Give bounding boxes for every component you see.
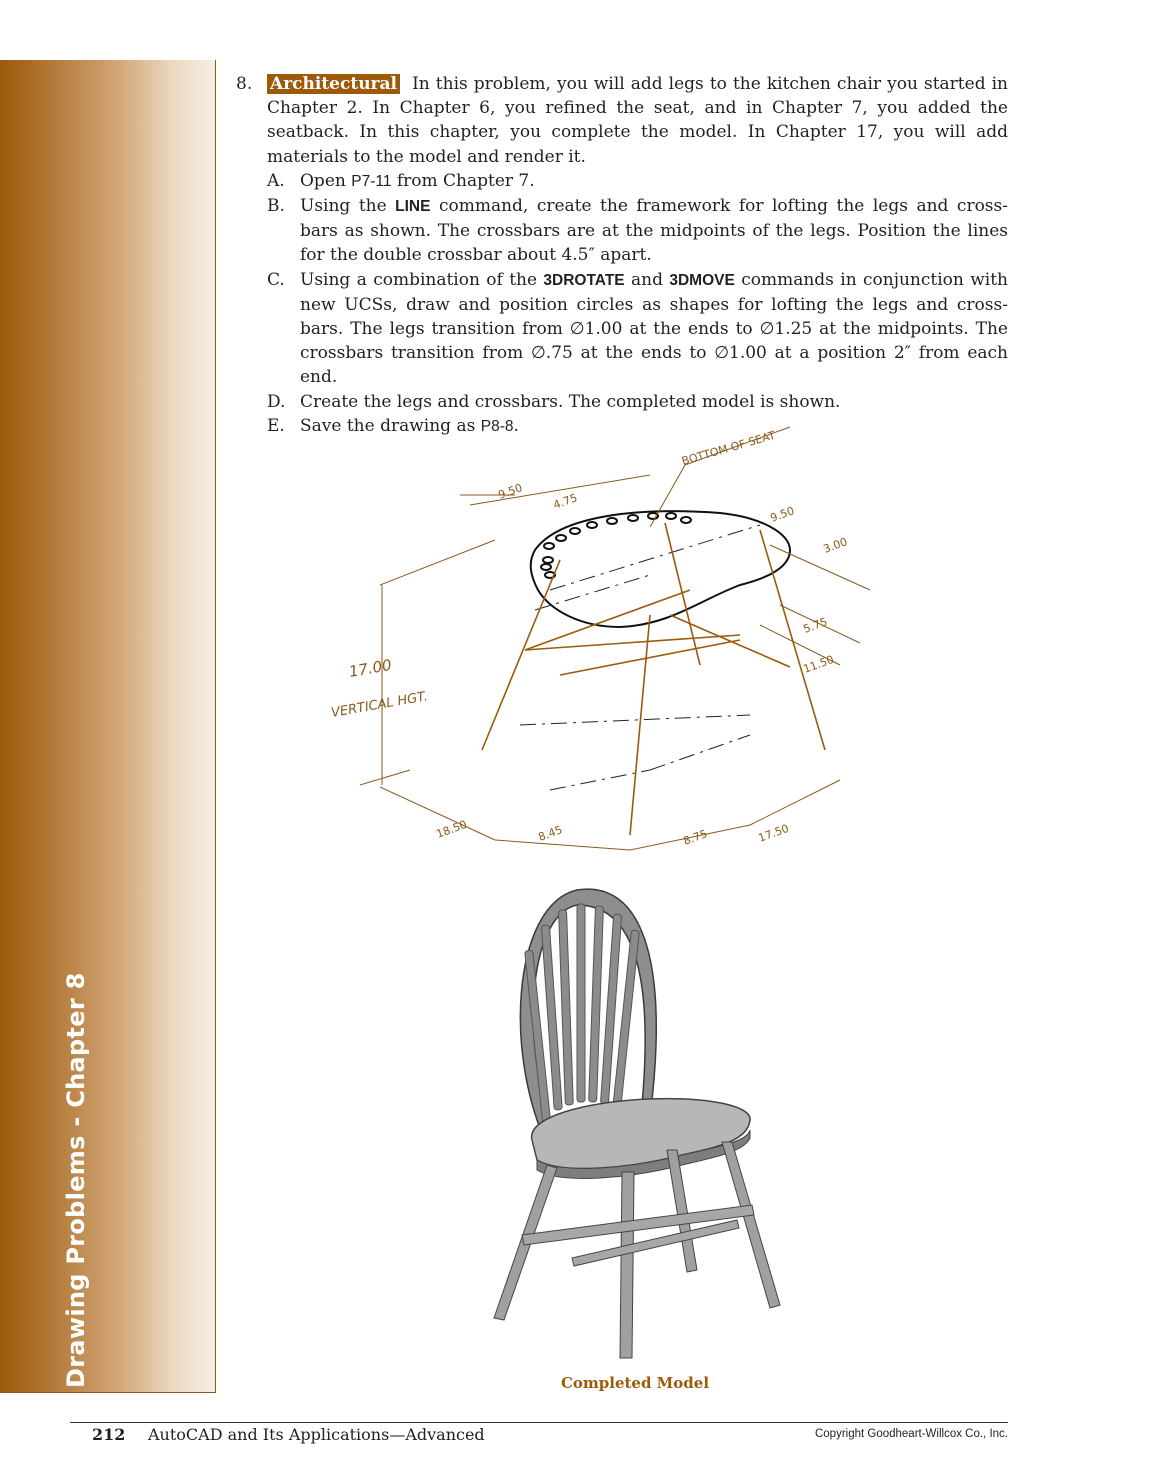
step-text: command, create the framework for lofting the legs and cross-bars as shown. The crossbars are at the midpoints of the legs. Position the lines for the double crossbar about 4.5″ apart.	[300, 196, 1008, 266]
step-text: Using the	[300, 196, 396, 217]
dim-4-75: 4.75	[551, 491, 580, 512]
step-letter: C.	[267, 269, 285, 290]
file-name: P8-8	[480, 417, 514, 435]
dim-18-50: 18.50	[434, 817, 469, 841]
dim-8-75: 8.75	[681, 827, 710, 848]
dim-11-50: 11.50	[801, 652, 836, 676]
dim-5-75: 5.75	[801, 615, 830, 636]
copyright: Copyright Goodheart-Willcox Co., Inc.	[814, 1428, 1008, 1440]
bottom-of-seat-label: BOTTOM OF SEAT	[680, 428, 777, 468]
problem-8	[236, 72, 1008, 439]
dim-9-50-right: 9.50	[768, 504, 797, 525]
step-text: Save the drawing as	[300, 415, 481, 436]
figure-caption: Completed Model	[560, 1374, 710, 1392]
leg-framework	[482, 523, 825, 835]
book-title: AutoCAD and Its Applications—Advanced	[148, 1425, 485, 1444]
footer-rule	[70, 1422, 1008, 1423]
sidebar-chapter-label: Drawing Problems - Chapter 8	[62, 972, 90, 1388]
chair-framework-drawing	[320, 415, 880, 855]
command-name: LINE	[395, 198, 431, 216]
dim-9-50-top: 9.50	[496, 481, 525, 502]
dimension-lines	[360, 427, 870, 850]
spindle-holes	[541, 513, 691, 578]
step-c	[267, 268, 1008, 390]
page-number: 212	[92, 1425, 126, 1444]
step-d	[267, 390, 1008, 414]
step-text: Using a combination of the	[300, 269, 544, 290]
step-letter: A.	[267, 170, 285, 191]
file-name: P7-11	[351, 172, 392, 190]
step-text: Open	[300, 170, 352, 191]
vertical-height-value: 17.00	[347, 655, 393, 681]
vertical-height-label: VERTICAL HGT.	[330, 689, 429, 721]
problem-intro: In this problem, you will add legs to the kitchen chair you started in Chapter 2. In Chapter 6, you refined the seat, and in Chapter 7, you added the seatback. In this chapter, you complete the model. In Chapter 17, you will add materials to the model and render it.	[267, 74, 1009, 167]
command-name: 3DMOVE	[669, 271, 735, 289]
step-text: .	[513, 415, 519, 436]
step-b	[267, 194, 1008, 268]
chapter-sidebar	[0, 60, 216, 1393]
dim-3-00: 3.00	[821, 535, 850, 556]
step-letter: E.	[267, 415, 285, 436]
centerlines	[520, 525, 760, 790]
architectural-tag: Architectural	[267, 74, 400, 94]
problem-intro-paragraph	[267, 72, 1008, 169]
step-letter: B.	[267, 196, 285, 217]
dim-17-50: 17.50	[756, 821, 791, 845]
step-text: from Chapter 7.	[391, 170, 535, 191]
step-letter: D.	[267, 391, 286, 412]
step-list	[267, 169, 1008, 439]
seat-outline	[531, 511, 790, 627]
step-text: Create the legs and crossbars. The completed model is shown.	[300, 391, 841, 412]
step-text: commands in conjunction with new UCSs, draw and position circles as shapes for lofting the legs and cross-bars. The legs transition from ∅1.00 at the ends to ∅1.25 at the midpoints. The crossbars transition from ∅.75 at the ends to ∅1.00 at a position 2″ from each end.	[300, 269, 1008, 388]
step-a	[267, 169, 1008, 194]
dim-8-45: 8.45	[536, 823, 565, 844]
command-name: 3DROTATE	[543, 271, 625, 289]
completed-chair-render	[482, 880, 787, 1370]
problem-number: 8.	[236, 74, 253, 94]
step-text: and	[624, 269, 670, 290]
